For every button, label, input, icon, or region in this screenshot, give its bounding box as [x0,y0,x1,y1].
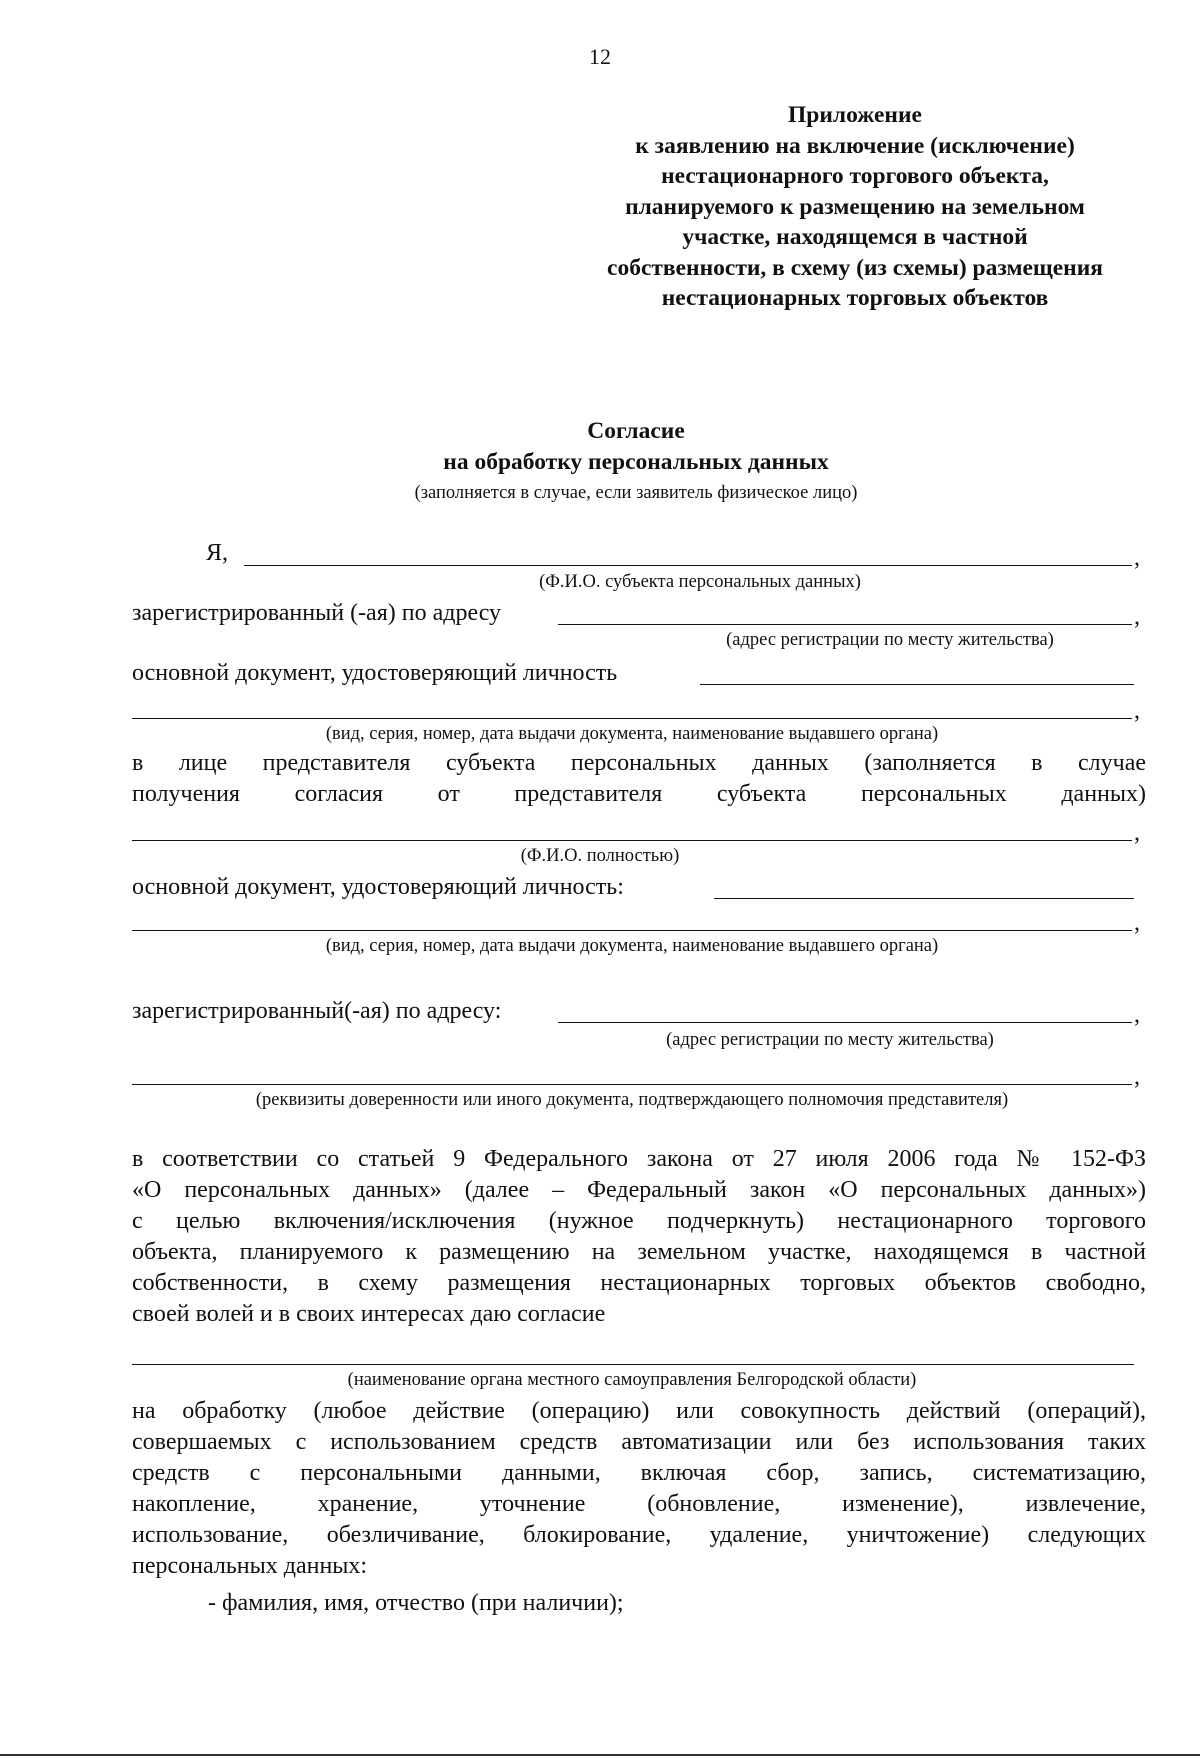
body-line: с целью включения/исключения (нужное подчеркнуть) нестационарного торгового [132,1208,1146,1234]
doc-label: основной документ, удостоверяющий личность [132,660,618,686]
rep-doc-label: основной документ, удостоверяющий личность: [132,874,624,900]
title-note: (заполняется в случае, если заявитель физическое лицо) [414,483,858,503]
comma: , [1134,1064,1140,1090]
fio-hint: (Ф.И.О. субъекта персональных данных) [539,572,861,592]
comma: , [1134,698,1140,724]
body-line: персональных данных: [132,1553,368,1579]
appendix-line: собственности, в схему (из схемы) размещения [607,254,1103,281]
comma: , [1134,820,1140,846]
body-line: на обработку (любое действие (операцию) или совокупность действий (операций), [132,1398,1146,1424]
fio-field[interactable] [244,565,1132,566]
page-number: 12 [589,44,611,69]
rep-fio-hint: (Ф.И.О. полностью) [520,846,680,866]
page-bottom-rule [0,1754,1200,1756]
power-field[interactable] [132,1084,1132,1085]
address-field[interactable] [558,624,1132,625]
representative-line: в лице представителя субъекта персональных данных (заполняется в случае [132,750,1146,776]
appendix-heading [540,100,1170,314]
rep-doc-hint: (вид, серия, номер, дата выдачи документа, наименование выдавшего органа) [325,936,939,956]
registered-label: зарегистрированный (-ая) по адресу [132,600,502,626]
body-line: в соответствии со статьей 9 Федерального закона от 27 июля 2006 года № 152-ФЗ [132,1146,1146,1172]
appendix-line: нестационарных торговых объектов [661,285,1049,311]
org-field[interactable] [132,1364,1134,1365]
rep-registered-label: зарегистрированный(-ая) по адресу: [132,998,502,1024]
appendix-line: участке, находящемся в частной [682,224,1028,250]
appendix-line: планируемого к размещению на земельном [625,193,1085,220]
representative-line: получения согласия от представителя субъекта персональных данных) [132,781,1146,807]
body-line: своей волей и в своих интересах даю согласие [132,1301,606,1327]
title-line: Согласие [587,418,685,444]
rep-address-hint: (адрес регистрации по месту жительства) [666,1030,994,1050]
doc-hint: (вид, серия, номер, дата выдачи документа, наименование выдавшего органа) [325,724,939,744]
doc-field-cont[interactable] [132,718,1132,719]
comma: , [1134,545,1140,571]
body-line: средств с персональными данными, включая сбор, запись, систематизацию, [132,1460,1146,1486]
comma: , [1134,604,1140,630]
appendix-line: к заявлению на включение (исключение) [635,132,1075,159]
body-line: объекта, планируемого к размещению на земельном участке, находящемся в частной [132,1239,1146,1265]
list-item: - фамилия, имя, отчество (при наличии); [208,1590,624,1616]
body-line: совершаемых с использованием средств автоматизации или без использования таких [132,1429,1146,1455]
title-line: на обработку персональных данных [443,449,829,475]
body-line: использование, обезличивание, блокирование, удаление, уничтожение) следующих [132,1522,1146,1548]
doc-field[interactable] [700,684,1134,685]
power-hint: (реквизиты доверенности или иного документа, подтверждающего полномочия представителя) [255,1090,1009,1110]
rep-fio-field[interactable] [132,840,1132,841]
appendix-line: нестационарного торгового объекта, [661,163,1049,189]
body-line: накопление, хранение, уточнение (обновление, изменение), извлечение, [132,1491,1146,1517]
i-label: Я, [206,540,229,566]
rep-address-field[interactable] [558,1022,1132,1023]
rep-doc-field-cont[interactable] [132,930,1132,931]
comma: , [1134,910,1140,936]
body-line: собственности, в схему размещения нестационарных торговых объектов свободно, [132,1270,1146,1296]
address-hint: (адрес регистрации по месту жительства) [726,630,1054,650]
appendix-line: Приложение [788,102,922,128]
document-title [0,416,1200,478]
rep-doc-field[interactable] [714,898,1134,899]
body-line: «О персональных данных» (далее – Федеральный закон «О персональных данных») [132,1177,1146,1203]
comma: , [1134,1002,1140,1028]
org-hint: (наименование органа местного самоуправления Белгородской области) [347,1370,917,1390]
